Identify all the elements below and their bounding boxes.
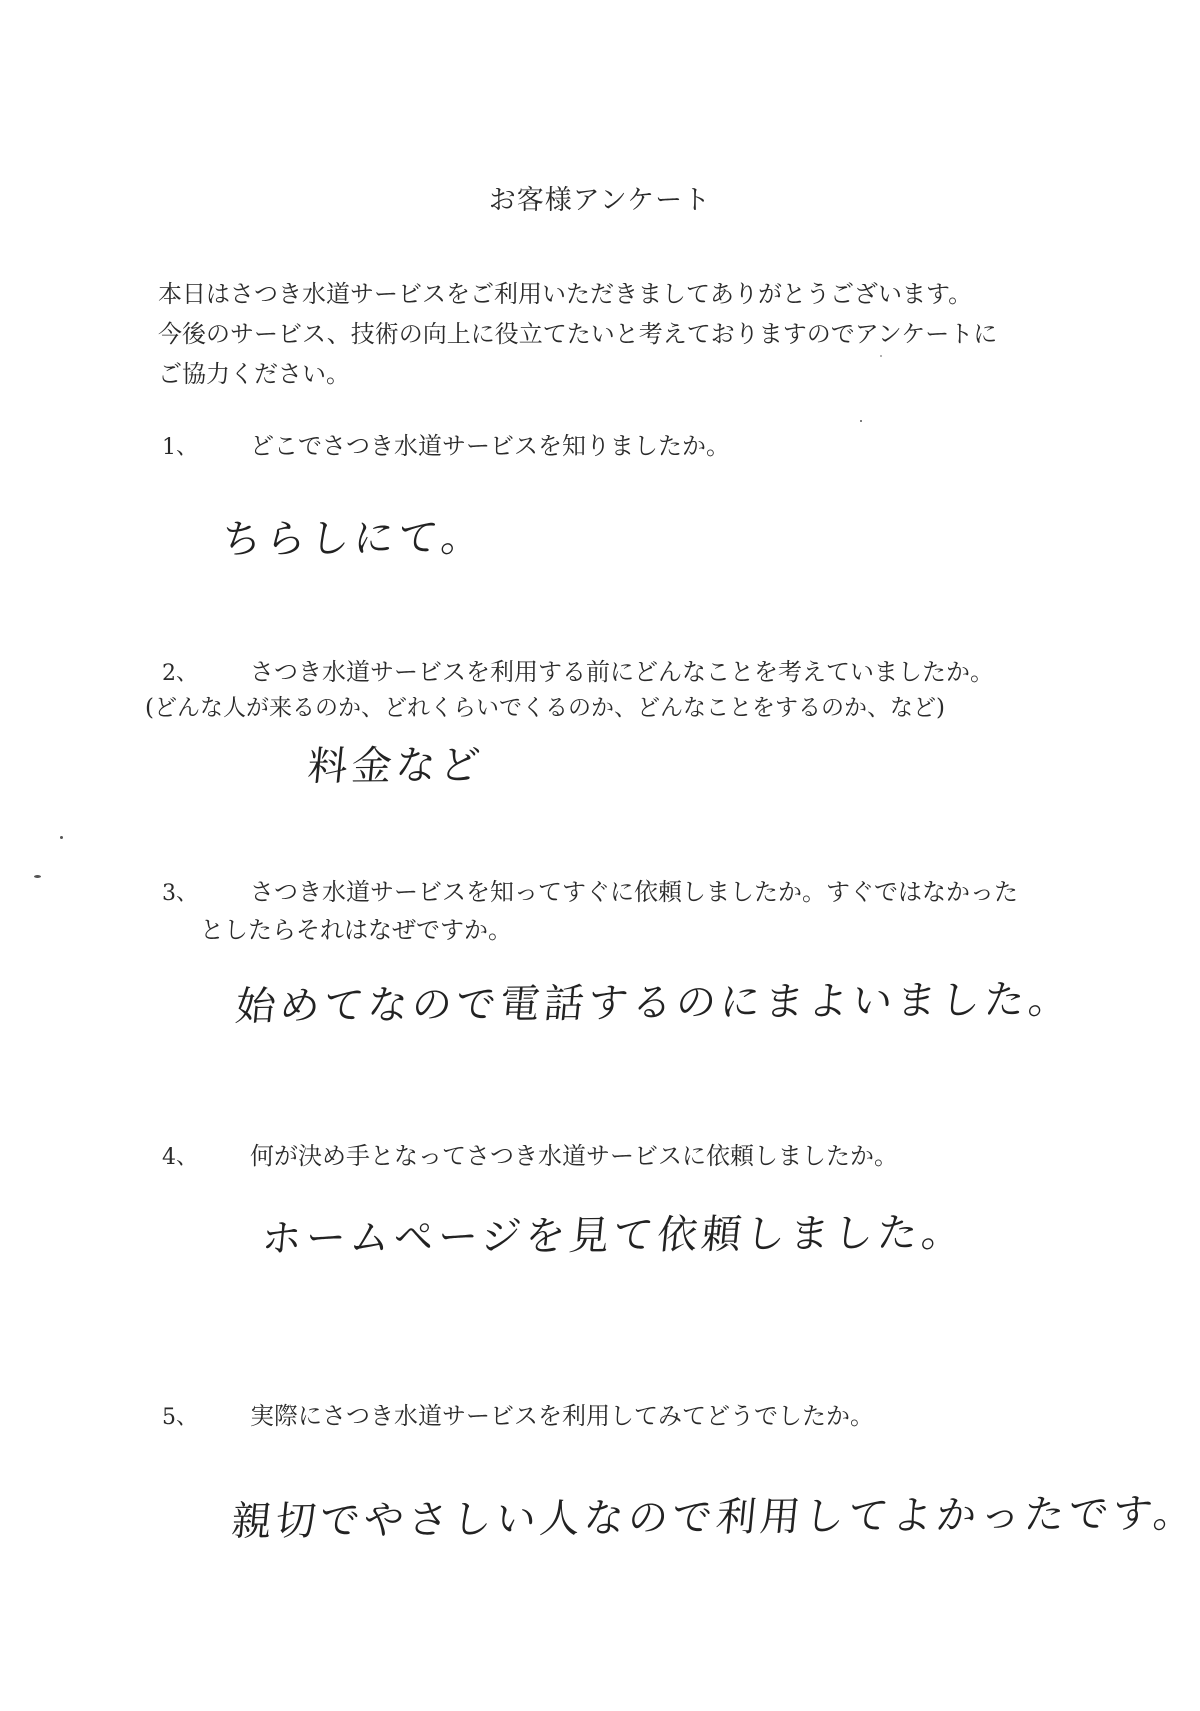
question-number: 5、 <box>162 1405 198 1430</box>
question-text: 実際にさつき水道サービスを利用してみてどうでしたか。 <box>250 1402 874 1430</box>
question-note: (どんな人が来るのか、どれくらいでくるのか、どんなことをするのか、など) <box>145 695 945 721</box>
question-text: どこでさつき水道サービスを知りましたか。 <box>250 432 730 460</box>
intro-paragraph <box>158 274 1058 394</box>
handwritten-answer: 始めてなので電話するのにまよいました。 <box>233 976 1075 1030</box>
handwritten-answer: 料金など <box>305 742 487 790</box>
question-number: 3、 <box>162 881 198 906</box>
handwritten-answer: ホームページを見て依頼しました。 <box>259 1209 968 1262</box>
scan-speck <box>60 836 63 839</box>
scan-speck <box>34 875 41 878</box>
scan-speck <box>860 420 862 422</box>
handwritten-answer: 親切でやさしい人なので利用してよかったです。 <box>229 1490 1200 1545</box>
question-number: 4、 <box>162 1145 198 1170</box>
intro-line: 本日はさつき水道サービスをご利用いただきましてありがとうございます。 <box>158 280 973 308</box>
question-text: 何が決め手となってさつき水道サービスに依頼しましたか。 <box>250 1142 898 1170</box>
intro-line: ご協力ください。 <box>158 360 350 388</box>
scan-speck <box>880 355 882 357</box>
question-text-line-2: としたらそれはなぜですか。 <box>200 916 512 944</box>
handwritten-answer: ちらしにて。 <box>219 514 488 563</box>
question-text: さつき水道サービスを知ってすぐに依頼しましたか。すぐではなかった <box>250 878 1018 906</box>
question-number: 1、 <box>162 435 198 460</box>
question-number: 2、 <box>162 661 198 686</box>
question-text: さつき水道サービスを利用する前にどんなことを考えていましたか。 <box>250 658 994 686</box>
page-title: お客様アンケート <box>488 185 712 216</box>
intro-line: 今後のサービス、技術の向上に役立てたいと考えておりますのでアンケートに <box>158 320 998 348</box>
